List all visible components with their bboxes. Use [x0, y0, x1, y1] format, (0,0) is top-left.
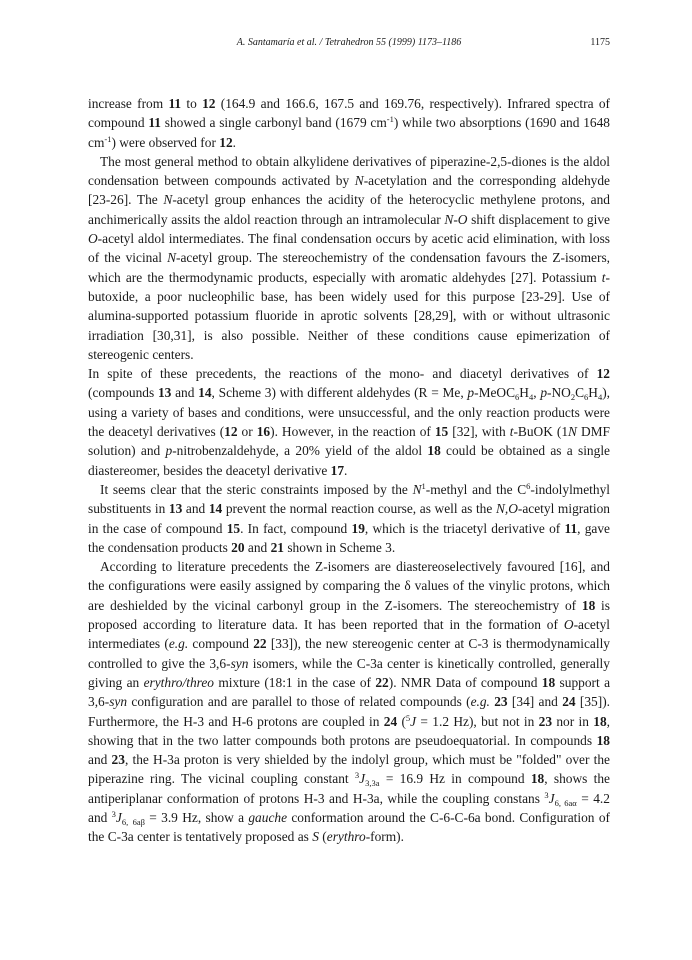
paragraph-5: According to literature precedents the Z-isomers are diastereoselectively favoured [16], and the configurations were easily assigned by comparing the δ values of the vinylic protons, which are deshielded by the vicinal carbonyl group in the Z-isomers. The stereochemistry of 18 is proposed according to literature data. It has been reported that in the formation of O-acetyl intermediates (e.g. compound 22 [33]), the new stereogenic center at C-3 is thermodynamically controlled to give the 3,6-syn isomers, while the C-3a center is kinetically controlled, generally giving an erythro/threo mixture (18:1 in the case of 22). NMR Data of compound 18 support a 3,6-syn configuration and are parallel to those of related compounds (e.g. 23 [34] and 24 [35]). Furthermore, the H-3 and H-6 protons are coupled in 24 ($^5$J = 1.2 Hz), but not in 23 nor in 18, showing that in the two latter compounds both protons are pseudoequatorial. In compounds 18 and 23, the H-3a proton is very shielded by the indolyl group, which must be "folded" over the piperazine ring. The vicinal coupling constant $^3J_{3,3a} = 16.9$ Hz in compound 18, shows the antiperiplanar conformation of protons H-3 and H-3a, while the coupling constans $^3J_{6, 6a\alpha} = 4.2$ and $^3J_{6,}$ $_{6a\beta}$ = 3.9 Hz, show a gauche conformation around the C-6-C-6a bond. Configuration of the C-3a center is tentatively proposed as S (erythro-form). [88, 559, 611, 845]
running-header [88, 37, 610, 51]
paragraph-3: In spite of these precedents, the reactions of the mono- and diacetyl derivatives of 12 (compounds 13 and 14, Scheme 3) with different aldehydes (R = Me, $p-MeOC_6H_4$, $p-NO_2C_6H_4$), using a variety of bases and conditions, were unsuccessful, and the only reaction products were the deacetyl derivatives (12 or 16). However, in the reaction of 15 [32], with t-BuOK (1N DMF solution) and p-nitrobenzaldehyde, a 20% yield of the aldol 18 could be obtained as a single diastereomer, besides the deacetyl derivative 17. [88, 366, 610, 478]
paragraph-4: It seems clear that the steric constraints imposed by the $N^1$-methyl and the $C^6$-indolylmethyl substituents in 13 and 14 prevent the normal reaction course, as well as the N,O-acetyl migration in the case of compound 15. In fact, compound 19, which is the triacetyl derivative of 11, gave the condensation products 20 and 21 shown in Scheme 3. [88, 480, 611, 555]
page-number: 1175 [590, 37, 610, 48]
paragraph-2: The most general method to obtain alkylidene derivatives of piperazine-2,5-diones is the aldol condensation between compounds activated by N-acetylation and the corresponding aldehyde [23-26]. The N-acetyl group enhances the acidity of the heterocyclic methylene protons, and anchimerically assits the aldol reaction through an intramolecular N-O shift displacement to give O-acetyl aldol intermediates. The final condensation occurs by acetic acid elimination, with loss of the vicinal N-acetyl group. The stereochemistry of the condensation favours the Z-isomers, which are the thermodynamic products, especially with aromatic aldehydes [27]. Potassium t-butoxide, a poor nucleophilic base, has been widely used for this purpose [23-29]. Use of alumina-supported potassium fluoride in aprotic solvents [28,29], with or without ultrasonic irradiation [30,31], is also possible. Neither of these conditions cause epimerization of stereogenic centers. [88, 153, 611, 362]
running-title: A. Santamaría et al. / Tetrahedron 55 (1999) 1173–1186 [236, 37, 462, 48]
article-body [88, 94, 610, 847]
paragraph-1: increase from 11 to 12 (164.9 and 166.6, 167.5 and 169.76, respectively). Infrared spectra of compound 11 showed a single carbonyl band (1679 $cm^{-1}$) while two absorptions (1690 and 1648 $cm^{-1}$) were observed for 12. [88, 96, 610, 150]
